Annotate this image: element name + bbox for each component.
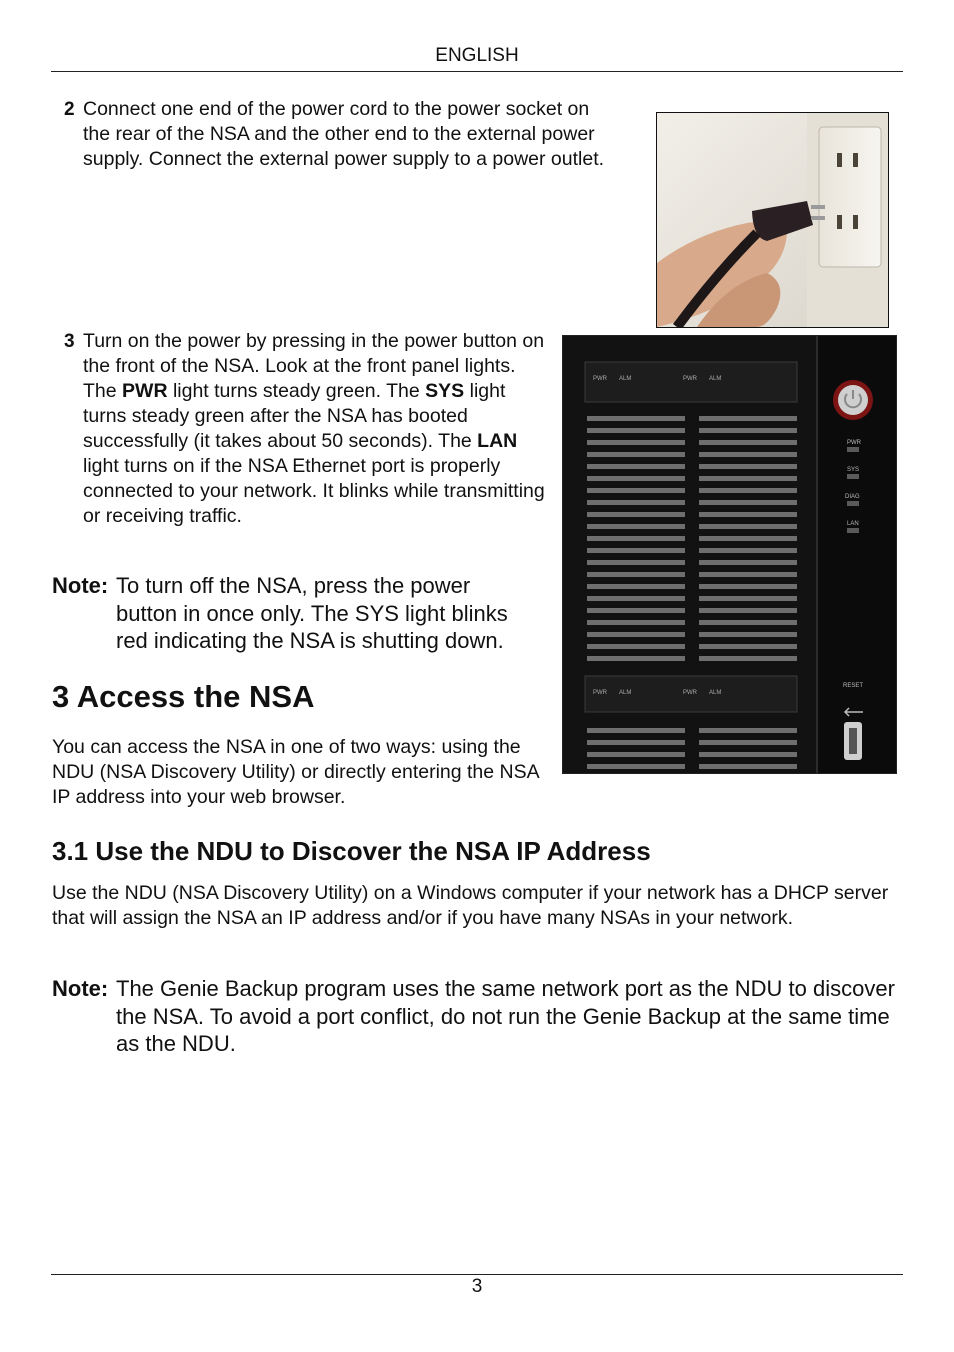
vent-slat (699, 728, 797, 733)
bay-label-alm-bottom-right: ALM (709, 690, 722, 696)
vent-slat (699, 452, 797, 457)
bay-label-pwr-bottom-left: PWR (593, 690, 607, 696)
step-3-text-part: light turns steady green. The (167, 380, 426, 402)
vent-slat (699, 584, 797, 589)
power-plug-photo (656, 112, 889, 328)
vent-slat (587, 728, 685, 733)
note-2-label: Note: (52, 976, 109, 1001)
vent-slat (587, 596, 685, 601)
step-3-text-part: light turns steady green after the NSA has booted successfully (it takes about 50 seconds). The (83, 380, 506, 452)
vent-slat (587, 428, 685, 433)
nsa-front-panel-illustration (563, 336, 896, 773)
vent-slat (699, 764, 797, 769)
bay-label-pwr-bottom-right: PWR (683, 690, 697, 696)
led-label-sys: SYS (847, 467, 860, 473)
led-pwr (847, 447, 859, 452)
footer-rule (51, 1274, 903, 1275)
vent-slat (587, 620, 685, 625)
vent-slat (699, 428, 797, 433)
vent-slat (587, 572, 685, 577)
bay-label-alm-top-right: ALM (709, 376, 722, 382)
vent-slat (699, 440, 797, 445)
power-button (838, 385, 868, 415)
vent-slat (699, 752, 797, 757)
vent-slat (699, 500, 797, 505)
bay-label-pwr-top-left: PWR (593, 376, 607, 382)
vent-slat (699, 740, 797, 745)
vent-slat (587, 632, 685, 637)
vent-slat (699, 548, 797, 553)
vent-slat (699, 620, 797, 625)
vent-slat (699, 476, 797, 481)
vent-slat (587, 752, 685, 757)
step-3-text (83, 329, 545, 529)
nsa-front-panel-photo (562, 335, 897, 774)
bay-label-alm-bottom-left: ALM (619, 690, 632, 696)
vent-slat (587, 476, 685, 481)
vent-slat (587, 644, 685, 649)
vent-slat (587, 608, 685, 613)
vent-slat (699, 608, 797, 613)
note-1-text: To turn off the NSA, press the power button in once only. The SYS light blinks red indicating the NSA is shutting down. (116, 573, 508, 653)
note-1-label: Note: (52, 573, 109, 598)
led-label-lan: LAN (847, 521, 859, 527)
vent-slat (587, 512, 685, 517)
vent-slat (587, 584, 685, 589)
led-sys (847, 474, 859, 479)
sys-term: SYS (425, 380, 465, 402)
vent-slat (699, 524, 797, 529)
page-number: 3 (471, 1276, 483, 1297)
vent-slat (587, 440, 685, 445)
vent-slat (587, 548, 685, 553)
vent-slat (699, 536, 797, 541)
power-plug-illustration (657, 113, 888, 327)
step-2-number: 2 (64, 99, 75, 120)
led-label-pwr: PWR (847, 440, 861, 446)
section-3-body: You can access the NSA in one of two ways: using the NDU (NSA Discovery Utility) or directly entering the NSA IP address into your web browser. (52, 736, 539, 808)
vent-slat (699, 572, 797, 577)
vent-slat (699, 596, 797, 601)
vent-slat (587, 740, 685, 745)
pwr-term: PWR (122, 380, 168, 402)
reset-label: RESET (843, 683, 864, 689)
header-language: ENGLISH (435, 45, 519, 66)
bay-label-alm-top-left: ALM (619, 376, 632, 382)
vent-slat (699, 644, 797, 649)
vent-slat (587, 416, 685, 421)
vent-slat (699, 512, 797, 517)
section-3-1-body: Use the NDU (NSA Discovery Utility) on a Windows computer if your network has a DHCP server that will assign the NSA an IP address and/or if you have many NSAs in your network. (52, 882, 889, 929)
vent-slat (699, 488, 797, 493)
vent-slat (699, 560, 797, 565)
section-3-heading: 3 Access the NSA (52, 679, 315, 714)
step-3-text-part: Turn on the power by pressing in the power button on the front of the NSA. Look at the front panel lights. The (83, 330, 545, 402)
led-label-diag: DIAG (845, 494, 860, 500)
vent-slat (699, 464, 797, 469)
step-2-text: Connect one end of the power cord to the power socket on the rear of the NSA and the other end to the external power supply. Connect the external power supply to a power outlet. (83, 98, 605, 170)
vent-slat (587, 536, 685, 541)
section-3-1-heading: 3.1 Use the NDU to Discover the NSA IP Address (52, 836, 651, 866)
vent-slat (587, 524, 685, 529)
header-rule (51, 71, 903, 72)
lan-term: LAN (477, 430, 518, 452)
led-lan (847, 528, 859, 533)
vent-slat (587, 764, 685, 769)
vent-slat (699, 656, 797, 661)
vent-slat (587, 464, 685, 469)
bay-label-pwr-top-right: PWR (683, 376, 697, 382)
vent-slat (587, 452, 685, 457)
step-3-number: 3 (64, 331, 75, 352)
note-2-text: The Genie Backup program uses the same network port as the NDU to discover the NSA. To avoid a port conflict, do not run the Genie Backup at the same time as the NDU. (116, 976, 895, 1056)
vent-slat (587, 488, 685, 493)
vent-slat (587, 560, 685, 565)
vent-slat (587, 500, 685, 505)
led-diag (847, 501, 859, 506)
step-3-text-part: light turns on if the NSA Ethernet port is properly connected to your network. It blinks while transmitting or receiving traffic. (83, 455, 545, 527)
vent-slat (587, 656, 685, 661)
vent-slat (699, 416, 797, 421)
vent-slat (699, 632, 797, 637)
